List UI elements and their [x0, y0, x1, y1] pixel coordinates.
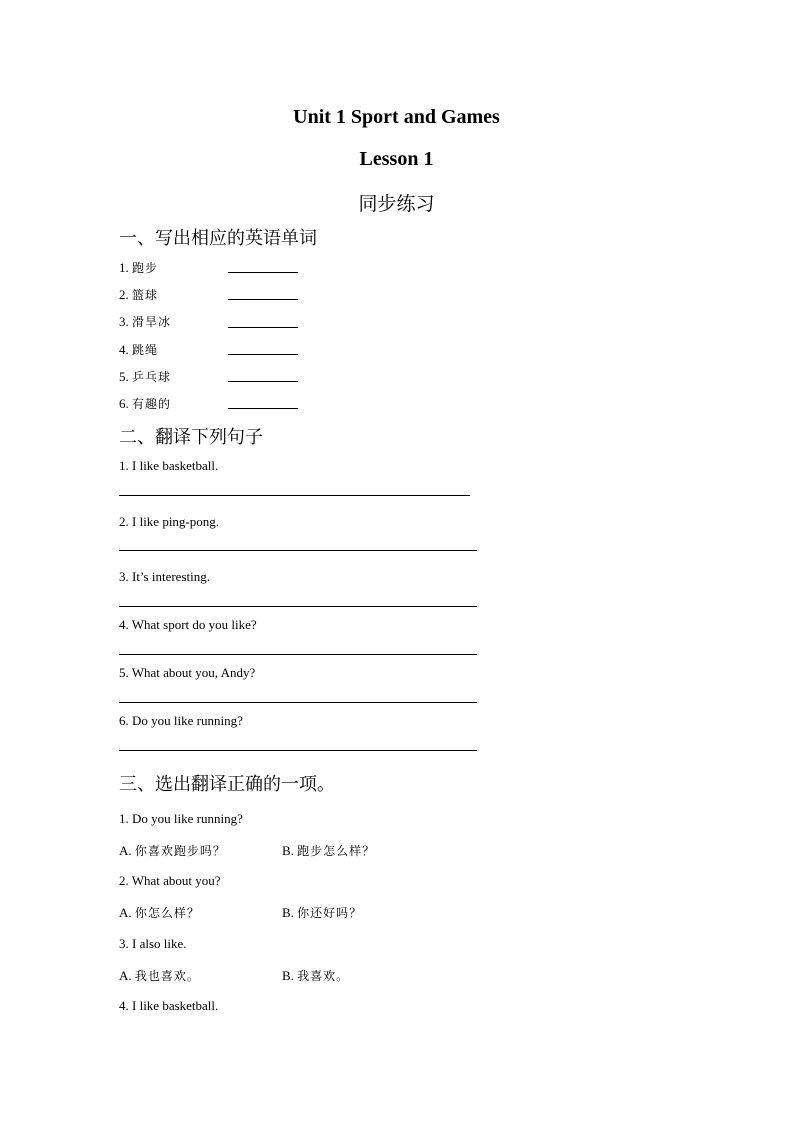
option-a[interactable] [119, 967, 200, 984]
item-number: 5. [119, 369, 129, 384]
option-b[interactable] [282, 842, 375, 859]
option-label: A. [119, 905, 132, 920]
item-text: 篮球 [132, 288, 159, 302]
sentence-item: 1. I like basketball. [119, 458, 219, 473]
option-text: 你喜欢跑步吗？ [134, 844, 226, 858]
page-subtitle: 同步练习 [358, 193, 435, 215]
option-text: 我也喜欢。 [134, 969, 200, 983]
vocab-item [119, 313, 171, 330]
answer-line[interactable] [119, 550, 477, 551]
option-b[interactable] [282, 904, 362, 921]
item-number: 6. [119, 396, 129, 411]
question-item: 4. I like basketball. [119, 998, 219, 1013]
vocab-item [119, 341, 158, 358]
item-number: 2. [119, 287, 129, 302]
option-a[interactable] [119, 904, 200, 921]
page-title: Unit 1 Sport and Games [293, 106, 500, 128]
section1-heading: 一、写出相应的英语单词 [119, 228, 317, 249]
option-text: 你怎么样？ [134, 906, 200, 920]
sentence-item: 2. I like ping-pong. [119, 514, 220, 529]
sentence-item: 6. Do you like running? [119, 713, 243, 728]
section2-heading: 二、翻译下列句子 [119, 427, 263, 448]
question-item: 2. What about you? [119, 873, 221, 888]
question-item: 1. Do you like running? [119, 811, 243, 826]
vocab-item [119, 286, 158, 303]
option-text: 我喜欢。 [297, 969, 350, 983]
option-text: 你还好吗？ [297, 906, 363, 920]
item-text: 乒乓球 [132, 370, 172, 384]
answer-blank[interactable] [228, 327, 298, 328]
answer-blank[interactable] [228, 272, 298, 273]
sentence-item: 5. What about you, Andy? [119, 665, 256, 680]
vocab-item [119, 259, 158, 276]
item-number: 4. [119, 342, 129, 357]
item-text: 跑步 [132, 261, 159, 275]
item-text: 有趣的 [132, 397, 172, 411]
item-number: 3. [119, 314, 129, 329]
section3-heading: 三、选出翻译正确的一项。 [119, 774, 335, 795]
answer-blank[interactable] [228, 354, 298, 355]
answer-line[interactable] [119, 606, 477, 607]
answer-line[interactable] [119, 750, 477, 751]
lesson-title: Lesson 1 [359, 148, 434, 170]
answer-blank[interactable] [228, 299, 298, 300]
answer-blank[interactable] [228, 381, 298, 382]
option-label: A. [119, 968, 132, 983]
option-label: B. [282, 843, 294, 858]
option-b[interactable] [282, 967, 349, 984]
option-label: A. [119, 843, 132, 858]
option-label: B. [282, 968, 294, 983]
item-text: 滑旱冰 [132, 315, 172, 329]
item-number: 1. [119, 260, 129, 275]
item-text: 跳绳 [132, 343, 159, 357]
option-label: B. [282, 905, 294, 920]
answer-line[interactable] [119, 495, 470, 496]
vocab-item [119, 368, 171, 385]
sentence-item: 3. It’s interesting. [119, 569, 210, 584]
sentence-item: 4. What sport do you like? [119, 617, 257, 632]
option-a[interactable] [119, 842, 226, 859]
option-text: 跑步怎么样？ [297, 844, 376, 858]
answer-blank[interactable] [228, 408, 298, 409]
vocab-item [119, 395, 171, 412]
question-item: 3. I also like. [119, 936, 187, 951]
answer-line[interactable] [119, 702, 477, 703]
answer-line[interactable] [119, 654, 477, 655]
